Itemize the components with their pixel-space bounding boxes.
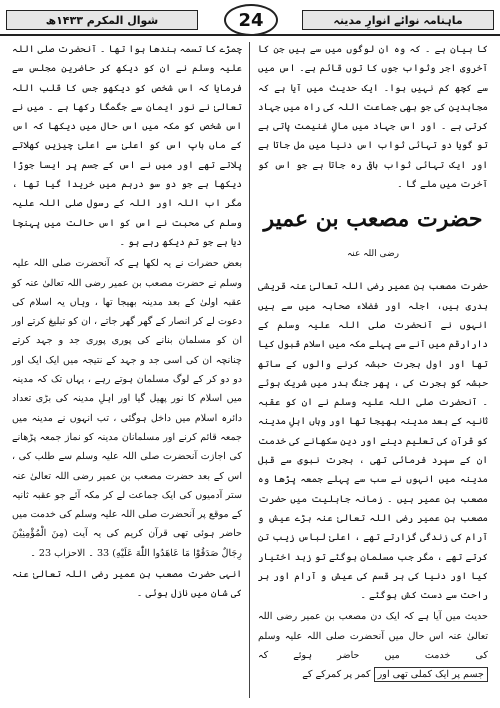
paragraph xyxy=(12,254,242,563)
paragraph: کا بیان ہے ۔ کہ وہ ان لوگوں میں سے ہیں جن کا آخروی اجر وثواب جوں کا توں قائم ہے۔ اس میں سے کچھ کم نہیں ہوا۔ ایک حدیث میں آیا ہے کہ مجاہدین کی جو بھی جماعت اللہ کی راہ میں جہاد کرتی ہے ۔ اور اس جہاد میں مالِ غنیمت پاتی ہے تو گویا دو تہائی ثواب اس دنیا میں مل جاتا ہے اور ایک تہائی ثواب باقی رہ جاتا ہے جو اس کو آخرت میں ملے گا ۔ xyxy=(258,44,488,191)
quran-ayah: (مِنَ الْمُؤْمِنِيْنَ رِجَالٌ صَدَقُوْا مَا عَاهَدُوا اللّٰهَ عَلَيْهِ) 33 ۔ الاحزاب 23 ۔ xyxy=(12,528,242,559)
section-title-honorific: رضی اللہ عنہ xyxy=(346,249,400,260)
magazine-title-banner: ماہنامہ نوائے انوارِ مدینہ xyxy=(302,10,494,30)
column-divider xyxy=(249,42,250,698)
paragraph: چمڑے کا تسمہ بندھا ہوا تھا ۔ آنحضرت صلی اللہ علیہ وسلم نے ان کو دیکھ کر حاضرین مجلس سے فرمایا کہ اس شخص کو دیکھو جس کا قلب اللہ تعالیٰ نے نور ایمان سے جگمگا رکھا ہے ۔ میں نے اس شخص کو مکہ میں اس حال میں دیکھا کہ اس کے ماں باپ اس کو اعلیٰ سے اعلیٰ چیزیں کھلاتے پلاتے تھے اور میں نے اس کے جسم پر ایسا جوڑا دیکھا ہے جو دو سو درہم میں خریدا گیا تھا ، مگر اب اللہ اور اللہ کے رسول صلی اللہ علیہ وسلم کی محبت نے اس کو اس حالت میں پہنچا دیا ہے جو تم دیکھ رہے ہو ۔ xyxy=(12,44,242,248)
boxed-quote: جسم پر ایک کملی تھی اور xyxy=(374,667,488,682)
paragraph xyxy=(258,607,488,684)
paragraph: حضرت مصعب بن عمیر رضی اللہ تعالیٰ عنہ قریشی بدری ہیں، اجلہ اور فضلاء صحابہ میں سے ہیں انہوں نے آنحضرت صلی اللہ علیہ وسلم کے دارارقم میں آنے سے پہلے مکہ میں اسلام قبول کیا تھا اور اول ہجرت حبشہ کرنے والوں کے ساتھ حبشہ کو ہجرت کی ، پھر جنگ بدر میں شریک ہوئے ۔ آنحضرت صلی اللہ علیہ وسلم نے ان کو عقبہ ثانیہ کے بعد مدینہ بھیجا تھا اور وہاں اہلِ مدینہ کو قرآن کی تعلیم دینے اور دین سکھانے کی خدمت ان کے سپرد فرمائی تھی ، ہجرت نبوی سے قبل مدینہ میں انہوں نے سب سے پہلے جمعہ پڑھا وہ مصعب بن عمیر ہیں ۔ زمانہ جاہلیت میں حضرت مصعب بن عمیر رضی اللہ تعالیٰ عنہ بڑے عیش و آرام کی زندگی گزارتے تھے ، اعلیٰ لباس زیب تن کرتے تھے ، مگر جب مسلمان ہوگئے تو زہد اختیار کیا اور دنیا کی ہر قسم کی عیش و آرام اور ہر راحت سے دست کش ہوگئے ۔ xyxy=(258,281,488,602)
paragraph-text: بعض حضرات نے یہ لکھا ہے کہ آنحضرت صلی اللہ علیہ وسلم نے حضرت مصعب بن عمیر رضی اللہ تعالیٰ عنہ کو عقبہ اولیٰ کے بعد مدینہ بھیجا تھا ، وہاں یہ اسلام کی دعوت لے کر انصار کے گھر گھر جاتے ، ان کو تبلیغ کرتے اور ان کو مسلمان بنانے کی پوری پوری جد و جہد کرتے چنانچہ ان کی اسی جد و جہد کے نتیجہ میں ایک ایک اور دو دو کر کے لوگ مسلمان ہوتے رہے ، یہاں تک کہ مدینہ میں اسلام کا نور پھیل گیا اور اہلِ مدینہ کی بڑی تعداد دائرہ اسلام میں داخل ہوگئی ، تب انہوں نے مدینہ میں جمعہ قائم کرنے اور مسلمانان مدینہ کو نماز جمعہ پڑھانے کی اجازت آنحضرت صلی اللہ علیہ وسلم سے طلب کی ، اس کے بعد حضرت مصعب بن عمیر رضی اللہ تعالیٰ عنہ ستر آدمیوں کی ایک جماعت لے کر مکہ آئے جو عقبہ ثانیہ کے موقع پر آنحضرت صلی اللہ علیہ وسلم کی خدمت میں حاضر ہوئی تھی قرآن کریم کی یہ آیت xyxy=(12,258,242,540)
paragraph: انہی حضرت مصعب بن عمیر رضی اللہ تعالیٰ عنہ کی شان میں نازل ہوئی ۔ xyxy=(12,569,242,600)
section-title-text: حضرت مصعب بن عمیر xyxy=(263,206,483,233)
header-rule xyxy=(0,34,500,36)
section-title xyxy=(258,204,488,269)
issue-date-banner: شوال المکرم ۱۴۳۳ھ xyxy=(6,10,198,30)
right-column xyxy=(258,40,488,700)
page-header xyxy=(6,4,494,34)
page-number-badge: 24 xyxy=(224,4,278,36)
paragraph-text: حدیث میں آیا ہے کہ ایک دن مصعب بن عمیر رضی اللہ تعالیٰ عنہ اس حال میں آنحضرت صلی اللہ علیہ وسلم کی خدمت میں حاضر ہوئے کہ xyxy=(258,611,488,662)
paragraph-tail: کمر پر کمرکے کے xyxy=(302,669,371,681)
left-column xyxy=(12,40,242,700)
